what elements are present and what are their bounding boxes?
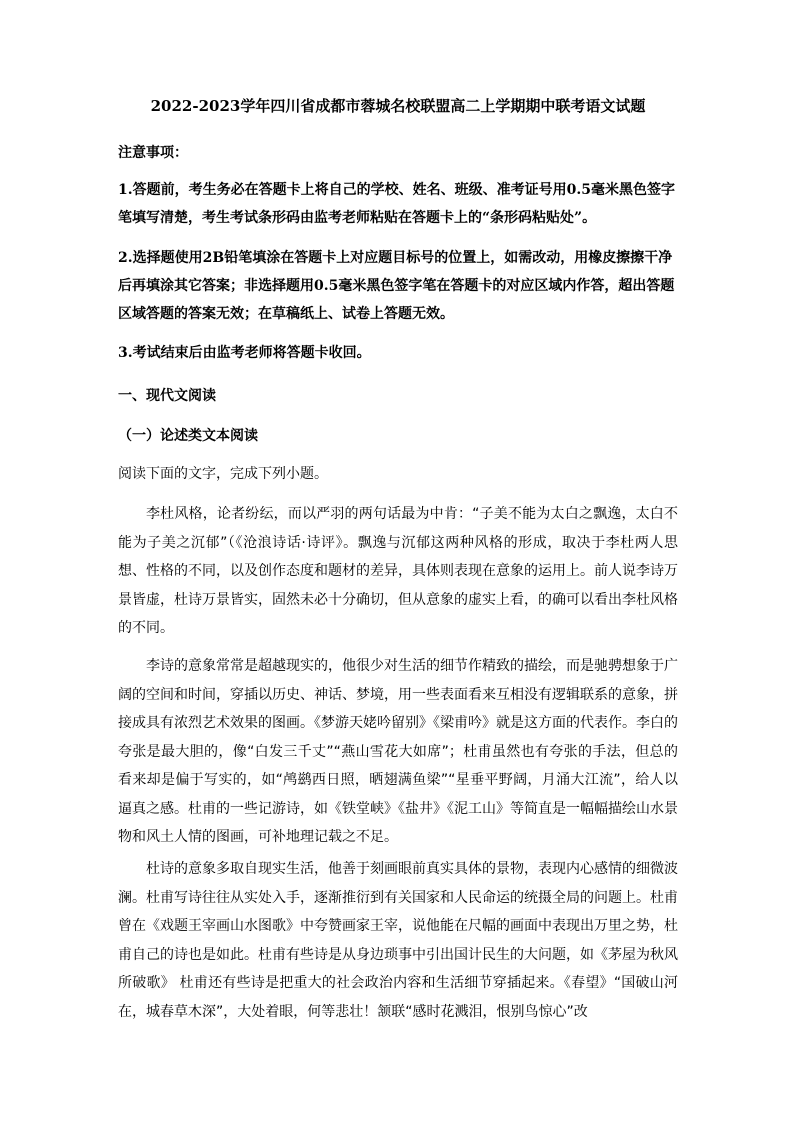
document-title: 2022-2023学年四川省成都市蓉城名校联盟高二上学期期中联考语文试题 — [150, 97, 646, 115]
subsection-heading: （一）论述类文本阅读 — [118, 428, 258, 444]
section-heading: 一、现代文阅读 — [118, 388, 216, 404]
notice-item-1: 1.答题前，考生务必在答题卡上将自己的学校、姓名、班级、准考证号用0.5毫米黑色签字笔填写清楚，考生考试条形码由监考老师粘贴在答题卡上的“条形码粘贴处”。 — [118, 182, 675, 226]
reading-paragraph-3: 杜诗的意象多取自现实生活，他善于刻画眼前真实具体的景物，表现内心感情的细微波澜。杜甫写诗往往从实处入手，逐渐推衍到有关国家和人民命运的统摄全局的问题上。杜甫曾在《戏题王宰画山水图歌》中夸赞画家王宰，说他能在尺幅的画面中表现出万里之势，杜甫自己的诗也是如此。杜甫有些诗是从身边琐事中引出国计民生的大问题，如《茅屋为秋风所破歌》 杜甫还有些诗是把重大的社会政治内容和生活细节穿插起来。《春望》“国破山河在，城春草木深”，大处着眼，何等悲壮！颔联“感时花溅泪，恨别鸟惊心”改 — [118, 861, 678, 1020]
reading-paragraph-2: 李诗的意象常常是超越现实的，他很少对生活的细节作精致的描绘，而是驰骋想象于广阔的空间和时间，穿插以历史、神话、梦境，用一些表面看来互相没有逻辑联系的意象，拼接成具有浓烈艺术效果的图画。《梦游天姥吟留别》《梁甫吟》就是这方面的代表作。李白的夸张是最大胆的，像“白发三千丈”“燕山雪花大如席”；杜甫虽然也有夸张的手法，但总的看来却是偏于写实的，如“鸬鹚西日照，晒翅满鱼梁”“星垂平野阔，月涌大江流”，给人以逼真之感。杜甫的一些记游诗，如《铁堂峡》《盐井》《泥工山》等简直是一幅幅描绘山水景物和风土人情的图画，可补地理记载之不足。 — [118, 658, 678, 845]
notice-item-3: 3.考试结束后由监考老师将答题卡收回。 — [118, 345, 371, 361]
notice-item-2: 2.选择题使用2B铅笔填涂在答题卡上对应题目标号的位置上，如需改动，用橡皮擦擦干净后再填涂其它答案；非选择题用0.5毫米黑色签字笔在答题卡的对应区域内作答，超出答题区域答题的答案无效；在草稿纸上、试卷上答题无效。 — [118, 250, 675, 322]
reading-instruction: 阅读下面的文字，完成下列小题。 — [118, 466, 328, 482]
reading-paragraph-1: 李杜风格，论者纷纭，而以严羽的两句话最为中肯：“子美不能为太白之飘逸，太白不能为子美之沉郁”（《沧浪诗话·诗评》。飘逸与沉郁这两种风格的形成，取决于李杜两人思想、性格的不同，以及创作态度和题材的差异，具体则表现在意象的运用上。前人说李诗万景皆虚，杜诗万景皆实，固然未必十分确切，但从意象的虚实上看，的确可以看出李杜风格的不同。 — [118, 506, 678, 636]
notice-heading: 注意事项： — [118, 145, 188, 161]
